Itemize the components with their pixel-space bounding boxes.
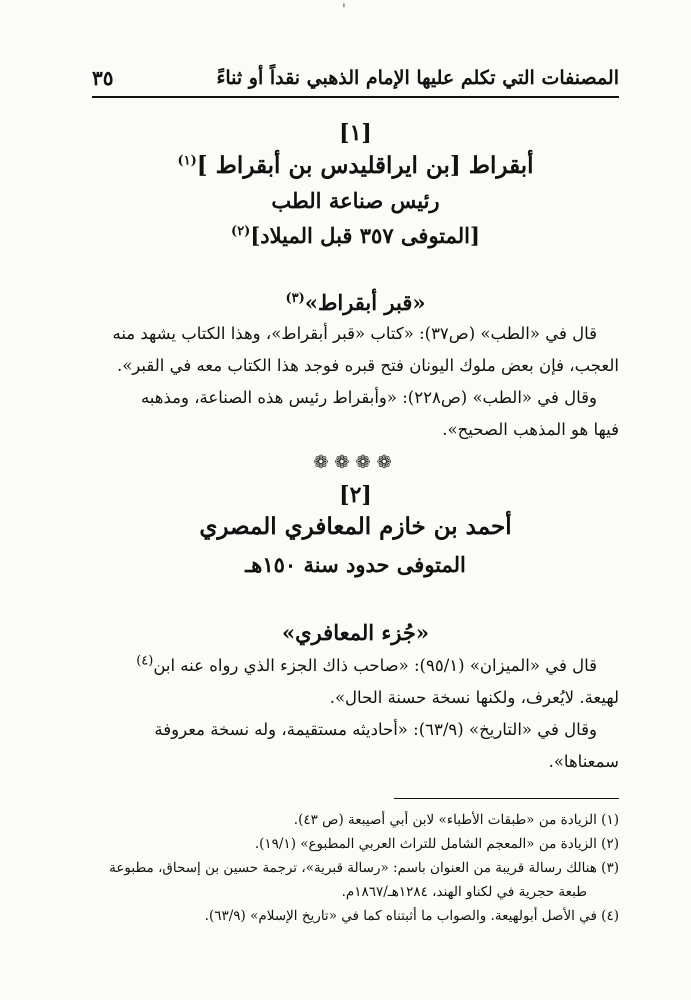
entry-1-number: [١] xyxy=(339,120,372,146)
entry-2-number: [٢] xyxy=(339,482,372,508)
entry-2-para-2-line-1: وقال في «التاريخ» (٦٣/٩): «أحاديثه مستقيمة، وله نسخة معروفة xyxy=(154,720,597,739)
page-header xyxy=(92,62,619,94)
entry-2-para-1-line-1-text: قال في «الميزان» (٩٥/١): «صاحب ذاك الجزء الذي رواه عنه ابن xyxy=(153,656,597,675)
footnote-ref-4: (٤) xyxy=(136,653,154,669)
entry-1-body xyxy=(92,318,619,446)
footnote-1: (١) الزيادة من «طبقات الأطباء» لابن أبي أصيبعة (ص ٤٣). xyxy=(293,812,619,828)
entry-2-body xyxy=(92,650,619,778)
footnote-2: (٢) الزيادة من «المعجم الشامل للتراث العربي المطبوع» (١٩/١). xyxy=(254,836,619,852)
entry-1-book-title xyxy=(92,290,619,315)
footnote-ref-3: (٣) xyxy=(285,291,305,306)
page-number: ٣٥ xyxy=(92,66,114,90)
footnote-rule xyxy=(394,798,619,799)
running-title: المصنفات التي تكلم عليها الإمام الذهبي نقداً أو ثناءً xyxy=(216,67,619,89)
footnote-4: (٤) في الأصل أبولهيعة. والصواب ما أثبتناه كما في «تاريخ الإسلام» (٦٣/٩). xyxy=(204,908,619,924)
entry-2-book-title: «جُزء المعافري» xyxy=(282,620,429,645)
entry-1-para-2-line-2: فيها هو المذهب الصحيح». xyxy=(442,420,619,439)
scan-mark: ' xyxy=(342,2,346,18)
entry-1-name-text: أبقراط [بن ايراقليدس بن أبقراط ] xyxy=(196,152,534,179)
entry-2-para-2-line-2: سمعناها». xyxy=(548,752,619,771)
footnote-ref-1: (١) xyxy=(177,153,197,169)
entry-1-para-1-line-2: العجب، فإن بعض ملوك اليونان فتح قبره فوجد هذا الكتاب معه في القبر». xyxy=(116,356,619,375)
entry-1-para-2-line-1: وقال في «الطب» (ص٢٢٨): «وأبقراط رئيس هذه الصناعة، ومذهبه xyxy=(140,388,597,407)
entry-2-death: المتوفى حدود سنة ١٥٠هـ xyxy=(245,552,466,577)
entry-separator: ❁❁❁❁ xyxy=(313,452,398,473)
entry-1-book-text: «قبر أبقراط» xyxy=(304,290,426,315)
footnote-3: (٣) هنالك رسالة قريبة من العنوان باسم: «رسالة قبرية»، ترجمة حسين بن إسحاق، مطبوعة طبعة حجرية في لكناو الهند، ١٢٨٤هـ/١٨٦٧م. xyxy=(109,860,619,900)
entry-1-title: رئيس صناعة الطب xyxy=(271,188,440,213)
entry-2-para-1-line-2: لهيعة. لايُعرف، ولكنها نسخة حسنة الحال». xyxy=(329,688,619,707)
entry-2-para-1-line-1 xyxy=(92,650,619,682)
entry-2-name: أحمد بن خازم المعافري المصري xyxy=(199,513,512,540)
entry-1-death-text: [المتوفى ٣٥٧ قبل الميلاد] xyxy=(250,223,480,248)
entry-1-para-1-line-1: قال في «الطب» (ص٣٧): «كتاب «قبر أبقراط»، وهذا الكتاب يشهد منه xyxy=(112,324,597,343)
footnotes xyxy=(92,808,619,928)
header-rule xyxy=(92,96,619,98)
footnote-ref-2: (٢) xyxy=(231,224,251,239)
entry-1-name xyxy=(92,152,619,179)
entry-1-death xyxy=(92,223,619,248)
